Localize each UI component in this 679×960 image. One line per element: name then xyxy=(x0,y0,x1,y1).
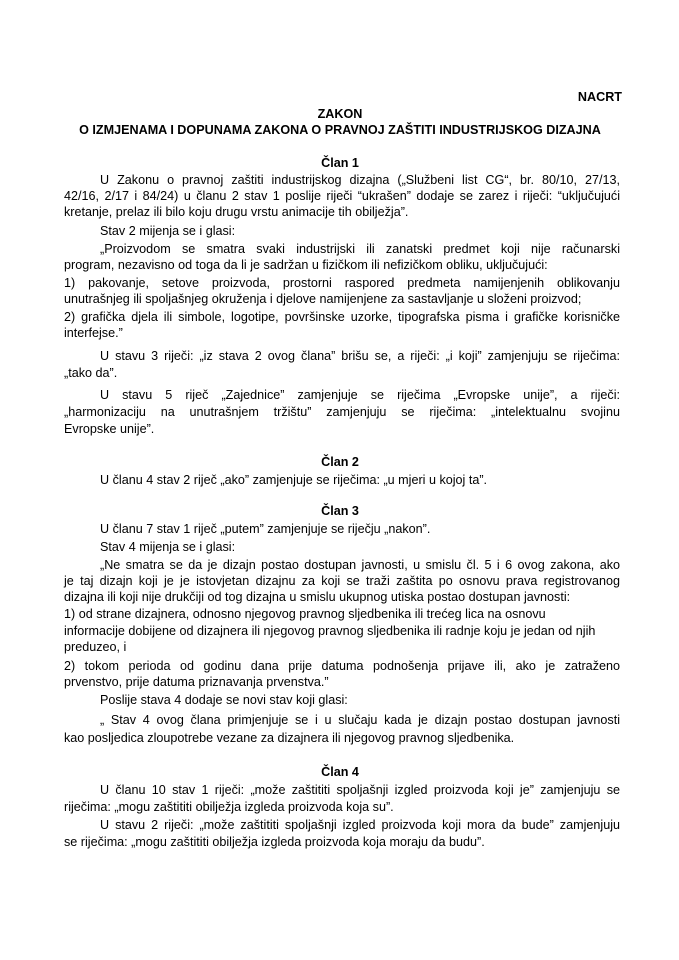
article-1-line: „harmonizaciju na unutrašnjem tržištu” zamjenjuju se riječima: „intelektualnu svojinu xyxy=(64,405,620,419)
article-4-line: se riječima: „mogu zaštititi obilježja izgleda proizvoda koja moraju da budu”. xyxy=(64,835,485,849)
article-4-line: U članu 10 stav 1 riječi: „može zaštititi spoljašnji izgled proizvoda koji je” zamjenjuju se xyxy=(100,783,620,797)
article-1-line: „Proizvodom se smatra svaki industrijski ili zanatski predmet koji nije računarski xyxy=(100,242,620,256)
article-1-heading: Član 1 xyxy=(321,156,359,170)
article-3-line: dizajna ili koji nije drukčiji od tog dizajna u smislu ukupnog utiska postao dostupan javnosti: xyxy=(64,590,571,604)
article-3-line: „ Stav 4 ovog člana primjenjuje se i u slučaju kada je dizajn postao dostupan javnosti xyxy=(100,713,620,727)
article-1-line: „tako da”. xyxy=(64,366,118,380)
article-2-line: U članu 4 stav 2 riječ „ako” zamjenjuje se riječima: „u mjeri u kojoj ta”. xyxy=(100,473,488,487)
article-4-heading: Član 4 xyxy=(321,765,359,779)
law-subtitle: O IZMJENAMA I DOPUNAMA ZAKONA O PRAVNOJ ZAŠTITI INDUSTRIJSKOG DIZAJNA xyxy=(79,123,601,137)
article-3-line: prvenstvo, prije datuma priznavanja prvenstva.” xyxy=(64,675,329,689)
article-2-heading: Član 2 xyxy=(321,455,359,469)
article-1-line: Evropske unije”. xyxy=(64,422,155,436)
article-3-line: je taj dizajn koji je je istovjetan dizajnu za koji se traži zaštita po osnovu prava registrovanog xyxy=(64,574,620,588)
article-1-line: U stavu 5 riječ „Zajednice” zamjenjuje se riječima „Evropske unije”, a riječi: xyxy=(100,388,620,402)
article-1-line: unutrašnjeg ili spoljašnjeg okruženja i djelove namijenjene za sastavljanje u složeni proizvod; xyxy=(64,292,582,306)
article-1-line: 1) pakovanje, setove proizvoda, prostorni raspored predmeta namijenjenih oblikovanju xyxy=(64,276,620,290)
article-1-line: 2) grafička djela ili simbole, logotipe, površinske uzorke, tipografska pisma i grafičke korisničke xyxy=(64,310,620,324)
article-3-line: informacije dobijene od dizajnera ili njegovog pravnog sljedbenika ili radnje koju je jedan od njih xyxy=(64,624,596,638)
article-1-line: program, nezavisno od toga da li je sadržan u fizičkom ili nefizičkom obliku, uključujući: xyxy=(64,258,548,272)
article-3-heading: Član 3 xyxy=(321,504,359,518)
law-title: ZAKON xyxy=(317,107,363,121)
article-1-line: U Zakonu o pravnoj zaštiti industrijskog dizajna („Službeni list CG“, br. 80/10, 27/13, xyxy=(100,173,620,187)
article-1-line: 42/16, 2/17 i 84/24) u članu 2 stav 1 poslije riječi “ukrašen” dodaje se zarez i riječi: “uključujući xyxy=(64,189,620,203)
article-1-line: U stavu 3 riječi: „iz stava 2 ovog člana” brišu se, a riječi: „i koji” zamjenjuju se riječima: xyxy=(100,349,620,363)
draft-label: NACRT xyxy=(577,90,622,104)
article-1-line: Stav 2 mijenja se i glasi: xyxy=(100,224,236,238)
article-3-line: kao posljedica zloupotrebe vezane za dizajnera ili njegovog pravnog sljedbenika. xyxy=(64,731,515,745)
article-1-line: interfejse.” xyxy=(64,326,123,340)
article-4-line: riječima: „mogu zaštititi obilježja izgleda proizvoda koja su”. xyxy=(64,800,394,814)
article-1-line: kretanje, prelaz ili bilo koju drugu vrstu animacije tih obilježja”. xyxy=(64,205,409,219)
article-4-line: U stavu 2 riječi: „može zaštititi spoljašnji izgled proizvoda koji mora da bude” zamjenjuju xyxy=(100,818,620,832)
article-3-line: preduzeo, i xyxy=(64,640,127,654)
article-3-line: Poslije stava 4 dodaje se novi stav koji glasi: xyxy=(100,693,348,707)
article-3-line: U članu 7 stav 1 riječ „putem” zamjenjuje se riječju „nakon”. xyxy=(100,522,431,536)
article-3-line: 2) tokom perioda od godinu dana prije datuma podnošenja prijave ili, ako je zatraženo xyxy=(64,659,620,673)
article-3-line: 1) od strane dizajnera, odnosno njegovog pravnog sljedbenika ili trećeg lica na osnovu xyxy=(64,607,546,621)
article-3-line: „Ne smatra se da je dizajn postao dostupan javnosti, u smislu čl. 5 i 6 ovog zakona, ako xyxy=(100,558,620,572)
article-3-line: Stav 4 mijenja se i glasi: xyxy=(100,540,236,554)
